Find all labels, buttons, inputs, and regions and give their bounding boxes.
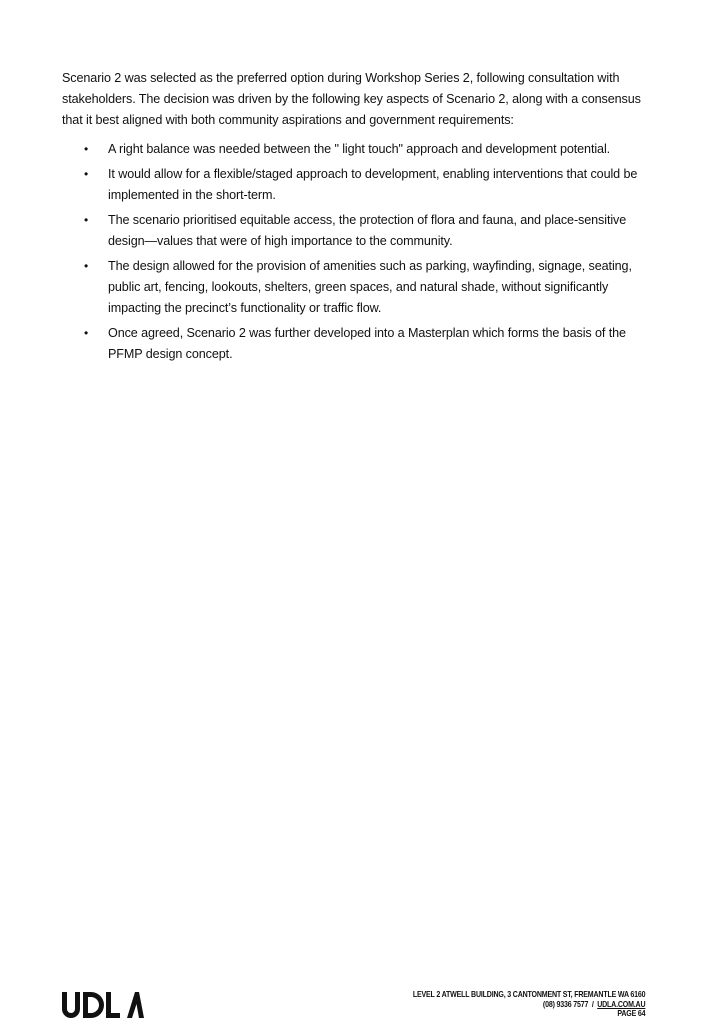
footer-contact-line [412,1000,645,1010]
bullet-text: It would allow for a flexible/staged approach to development, enabling interventions that could be implemented in the short-term. [108,167,638,202]
page-number: PAGE 64 [616,1009,645,1019]
bullet-text: The design allowed for the provision of amenities such as parking, wayfinding, signage, seating, public art, fencing, lookouts, shelters, green spaces, and natural shade, without significantly impacting the precinct’s functionality or traffic flow. [108,259,632,315]
bullet-text: The scenario prioritised equitable access, the protection of flora and fauna, and place-sensitive design—values that were of high importance to the community. [108,213,627,248]
udla-logo [62,990,144,1020]
footer-phone: (08) 9336 7577 [542,999,588,1009]
bullet-text: A right balance was needed between the " light touch" approach and development potential. [108,142,611,156]
page-content [62,68,652,369]
page-footer [62,990,645,1020]
bullet-dot: • [84,142,89,156]
bullet-list [62,139,652,365]
bullet-item [62,210,652,252]
intro-paragraph: Scenario 2 was selected as the preferred option during Workshop Series 2, following consultation with stakeholders. The decision was driven by the following key aspects of Scenario 2, along with a consensus that it best aligned with both community aspirations and government requirements: [62,71,641,127]
bullet-item [62,323,652,365]
bullet-item [62,164,652,206]
bullet-dot: • [84,213,89,227]
footer-contact [412,990,645,1019]
footer-website-link[interactable]: UDLA.COM.AU [596,999,645,1009]
footer-separator: / [591,999,594,1009]
footer-address: LEVEL 2 ATWELL BUILDING, 3 CANTONMENT ST, FREMANTLE WA 6160 [412,990,645,999]
bullet-item [62,256,652,319]
bullet-dot: • [84,326,89,340]
bullet-dot: • [84,167,89,181]
bullet-dot: • [84,259,89,273]
bullet-text: Once agreed, Scenario 2 was further developed into a Masterplan which forms the basis of the PFMP design concept. [108,326,626,361]
bullet-item [62,139,652,160]
